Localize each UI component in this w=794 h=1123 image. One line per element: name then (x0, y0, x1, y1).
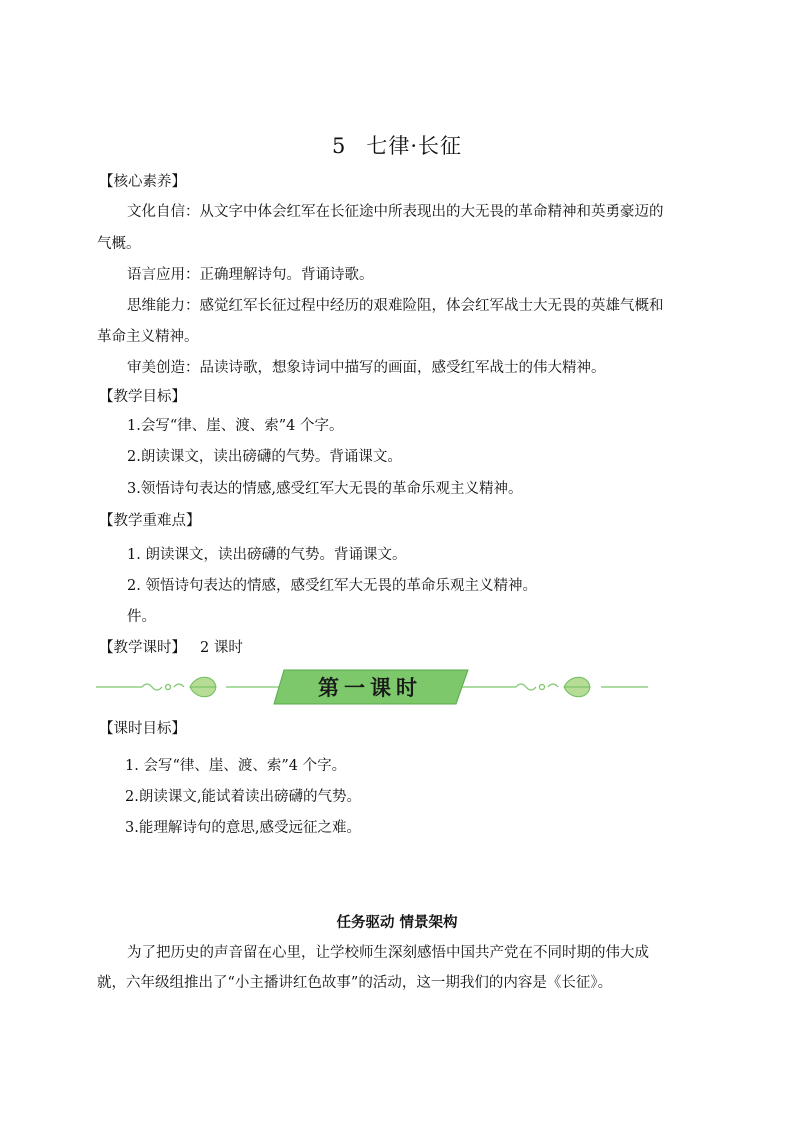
teaching-goal-item: 3.领悟诗句表达的情感,感受红军大无畏的革命乐观主义精神。 (127, 481, 523, 497)
key-point-item: 1. 朗读课文，读出磅礴的气势。背诵课文。 (127, 547, 407, 563)
lesson-goal-item: 2.朗读课文,能试着读出磅礴的气势。 (125, 789, 361, 805)
teaching-goals-heading: 【教学目标】 (99, 389, 186, 405)
banner-text: 第一课时 (318, 675, 422, 700)
aesthetic-creation: 审美创造：品读诗歌，想象诗词中描写的画面，感受红军战士的伟大精神。 (127, 360, 606, 376)
task-paragraph-line1: 为了把历史的声音留在心里，让学校师生深刻感悟中国共产党在不同时期的伟大成 (127, 945, 649, 961)
lesson-goal-item: 1. 会写“律、崖、渡、索”4 个字。 (125, 758, 347, 774)
lesson-title-text: 七律·长征 (366, 134, 463, 158)
lesson-number: 5 (331, 134, 347, 158)
lesson-goal-item: 3.能理解诗句的意思,感受远征之难。 (125, 820, 361, 836)
key-points-heading: 【教学重难点】 (99, 513, 201, 529)
teaching-goal-item: 2.朗读课文，读出磅礴的气势。背诵课文。 (127, 449, 402, 465)
leaf-icon (564, 677, 590, 697)
class-hours-heading: 【教学课时】 (99, 640, 186, 656)
language-application: 语言应用：正确理解诗句。背诵诗歌。 (127, 267, 374, 283)
class-hours (99, 638, 243, 658)
lesson-title (0, 130, 794, 160)
class-hours-value: 2 课时 (200, 640, 243, 656)
teaching-goal-item: 1.会写“律、崖、渡、索”4 个字。 (127, 418, 344, 434)
culture-confidence-line1: 文化自信：从文字中体会红军在长征途中所表现出的大无畏的革命精神和英勇豪迈的 (127, 204, 664, 220)
lesson-goals-heading: 【课时目标】 (99, 721, 186, 737)
leaf-icon (190, 677, 216, 697)
key-point-item: 2. 领悟诗句表达的情感，感受红军大无畏的革命乐观主义精神。 (127, 578, 537, 594)
core-literacy-heading: 【核心素养】 (99, 174, 186, 190)
task-paragraph-line2: 就，六年级组推出了“小主播讲红色故事”的活动，这一期我们的内容是《长征》。 (97, 975, 613, 991)
culture-confidence-line2: 气概。 (97, 236, 141, 252)
thinking-ability-line2: 革命主义精神。 (97, 329, 199, 345)
key-point-item: 件。 (127, 609, 156, 625)
task-heading: 任务驱动 情景架构 (336, 914, 458, 931)
thinking-ability-line1: 思维能力：感觉红军长征过程中经历的艰难险阻，体会红军战士大无畏的英雄气概和 (127, 298, 664, 314)
first-lesson-banner (96, 664, 648, 710)
